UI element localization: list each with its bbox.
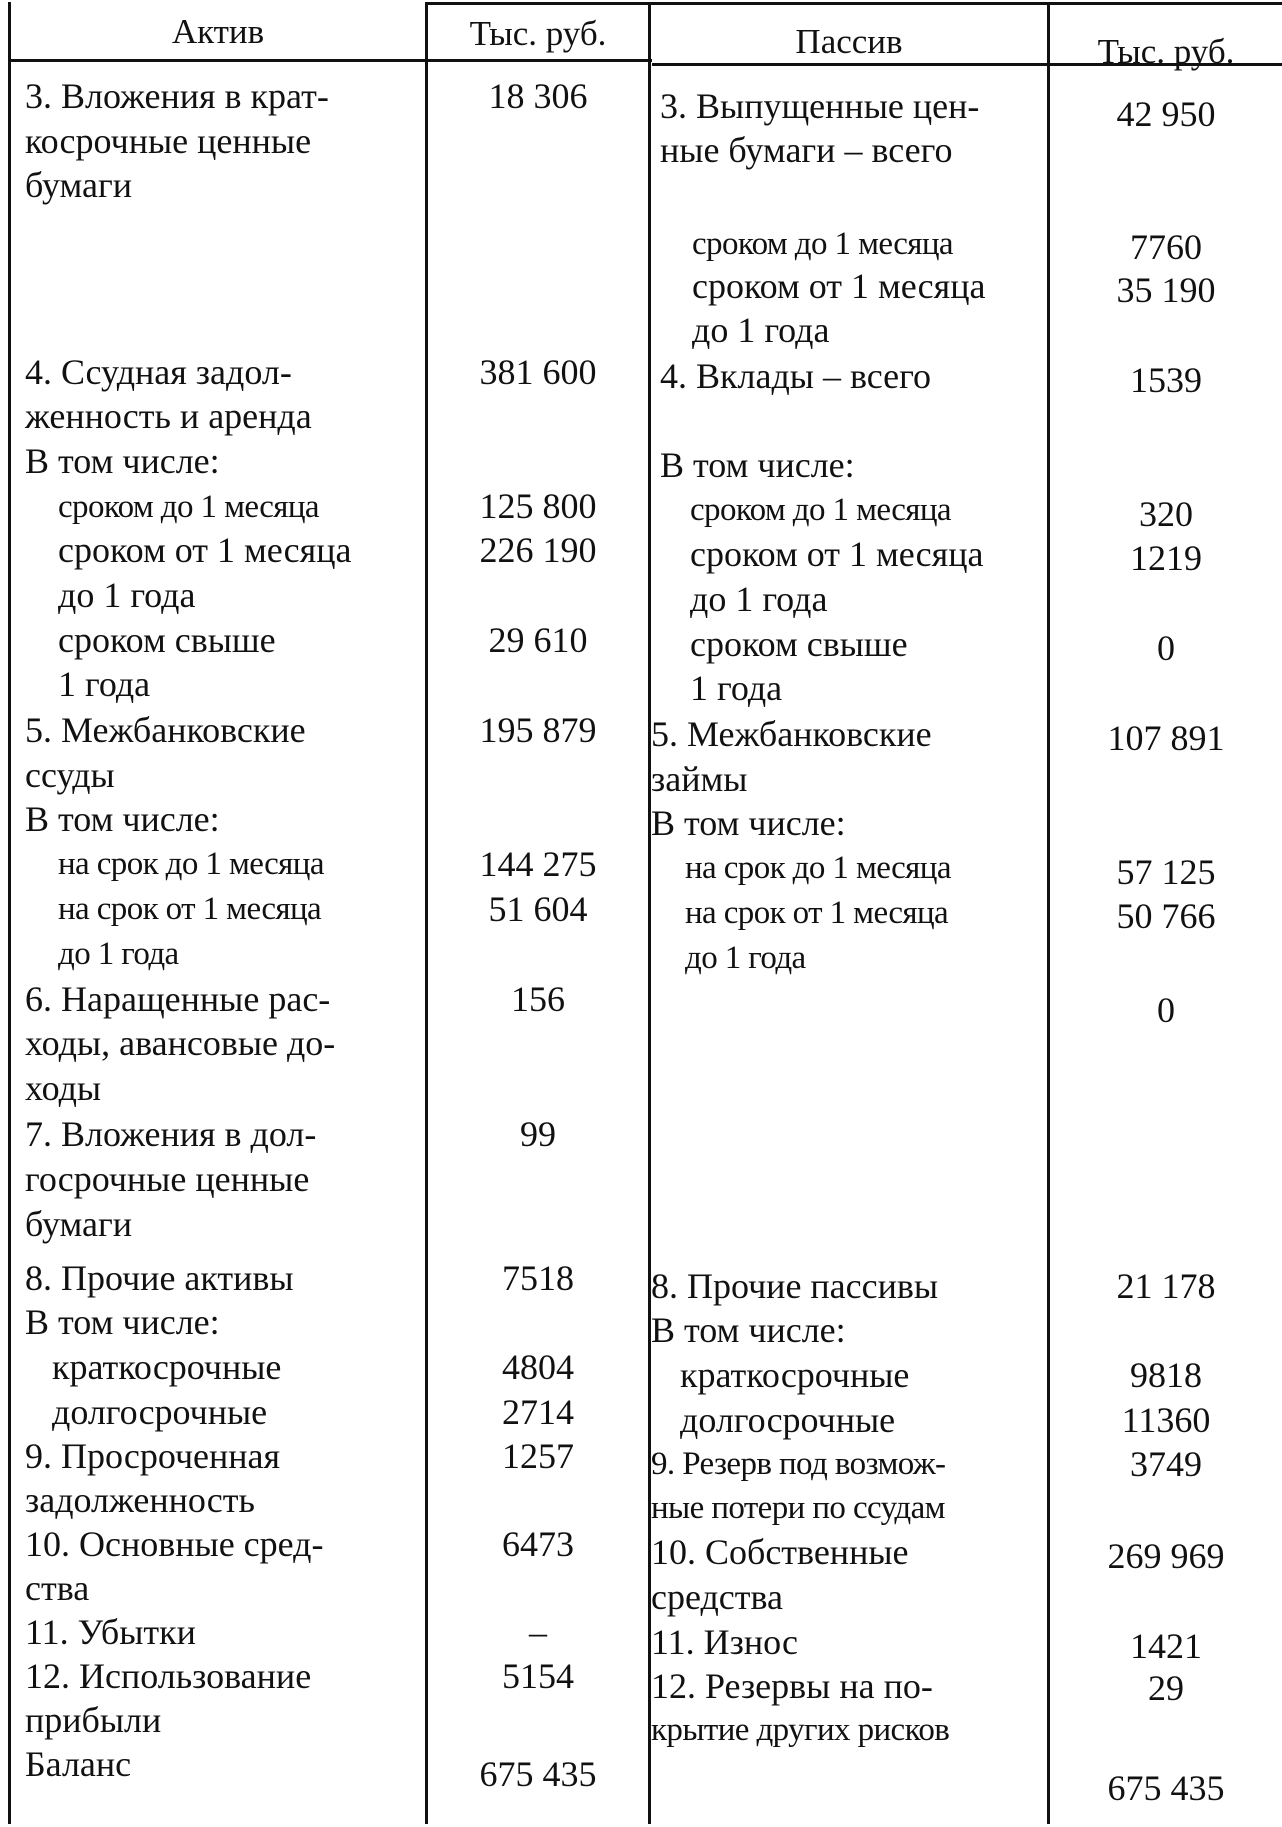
asset-label: краткосрочные xyxy=(52,1347,282,1387)
liability-value: 107 891 xyxy=(1107,718,1225,758)
asset-value: 195 879 xyxy=(479,710,597,750)
liability-label: займы xyxy=(651,759,748,799)
header-assets: Актив xyxy=(171,12,265,51)
liability-value: 0 xyxy=(1157,990,1175,1030)
asset-label: 7. Вложения в дол- xyxy=(25,1114,317,1154)
left-border xyxy=(8,2,11,1824)
asset-label: 8. Прочие активы xyxy=(25,1258,294,1298)
asset-label: сроком свыше xyxy=(58,620,276,660)
asset-value: 2714 xyxy=(502,1392,574,1432)
liability-value: 35 190 xyxy=(1116,270,1216,310)
liability-value: 1539 xyxy=(1130,360,1202,400)
liability-label: В том числе: xyxy=(651,803,846,843)
asset-label: 10. Основные сред- xyxy=(25,1524,324,1564)
asset-label: женность и аренда xyxy=(25,396,312,436)
liability-label: 12. Резервы на по- xyxy=(651,1666,933,1706)
liability-label: 11. Износ xyxy=(651,1622,799,1662)
asset-label: бумаги xyxy=(25,165,133,205)
liability-value: 7760 xyxy=(1130,227,1202,267)
asset-label: 12. Использование xyxy=(25,1656,312,1696)
asset-label: сроком до 1 месяца xyxy=(58,489,319,525)
asset-value: 18 306 xyxy=(488,76,588,116)
header-liabilities-unit: Тыс. руб. xyxy=(1097,32,1235,71)
liability-total-value: 675 435 xyxy=(1107,1768,1225,1808)
header-rule-assets xyxy=(8,59,652,62)
asset-value: 125 800 xyxy=(479,486,597,526)
asset-label: ссуды xyxy=(25,755,115,795)
liability-value: 320 xyxy=(1139,494,1193,534)
asset-label: бумаги xyxy=(25,1204,133,1244)
liability-value: 57 125 xyxy=(1116,852,1216,892)
asset-label: ходы, авансовые до- xyxy=(25,1023,336,1063)
asset-label: В том числе: xyxy=(25,441,220,481)
liability-value: 1421 xyxy=(1130,1626,1202,1666)
liability-value: 9818 xyxy=(1130,1355,1202,1395)
liability-label: В том числе: xyxy=(660,445,855,485)
asset-label: 9. Просроченная xyxy=(25,1436,281,1476)
liability-value: 50 766 xyxy=(1116,896,1216,936)
asset-label: сроком от 1 месяца xyxy=(58,530,352,570)
asset-label: до 1 года xyxy=(58,575,196,615)
asset-value: 1257 xyxy=(502,1436,574,1476)
asset-label: госрочные ценные xyxy=(25,1159,310,1199)
liability-label: ные бумаги – всего xyxy=(660,130,953,170)
asset-label: 5. Межбанковские xyxy=(25,710,306,750)
liability-label: долгосрочные xyxy=(680,1400,896,1440)
top-rule-right xyxy=(652,2,1282,5)
liability-label: 3. Выпущенные цен- xyxy=(660,86,980,126)
liability-label: 4. Вклады – всего xyxy=(660,356,932,396)
asset-value: 381 600 xyxy=(479,352,597,392)
asset-label: задолженность xyxy=(25,1480,255,1520)
asset-label: В том числе: xyxy=(25,1302,220,1342)
liability-label: до 1 года xyxy=(690,579,828,619)
liability-label: 5. Межбанковские xyxy=(651,714,932,754)
liability-label: на срок до 1 месяца xyxy=(685,850,951,886)
liability-value: 3749 xyxy=(1130,1444,1202,1484)
liability-label: до 1 года xyxy=(692,310,830,350)
liability-label: крытие других рисков xyxy=(651,1712,950,1748)
asset-value: 99 xyxy=(520,1114,556,1154)
liability-label: 9. Резерв под возмож- xyxy=(651,1446,946,1482)
asset-value: 156 xyxy=(511,979,565,1019)
liability-value: 0 xyxy=(1157,628,1175,668)
liability-label: на срок от 1 месяца xyxy=(685,895,949,931)
asset-value: 51 604 xyxy=(488,889,588,929)
liability-value: 1219 xyxy=(1130,538,1202,578)
asset-label: 11. Убытки xyxy=(25,1612,196,1652)
liability-label: сроком свыше xyxy=(690,624,908,664)
asset-label: ходы xyxy=(25,1068,102,1108)
asset-label: на срок от 1 месяца xyxy=(58,891,322,927)
asset-value: 226 190 xyxy=(479,530,597,570)
liability-value: 42 950 xyxy=(1116,94,1216,134)
asset-label: 1 года xyxy=(58,664,151,704)
liability-value: 21 178 xyxy=(1116,1266,1216,1306)
asset-value: – xyxy=(529,1612,547,1652)
asset-label: до 1 года xyxy=(58,936,179,972)
asset-value: 144 275 xyxy=(479,844,597,884)
liability-label: 1 года xyxy=(690,668,783,708)
asset-label: 3. Вложения в крат- xyxy=(25,76,329,116)
liability-label: сроком от 1 месяца xyxy=(692,266,986,306)
header-assets-unit: Тыс. руб. xyxy=(469,14,607,53)
liability-label: 8. Прочие пассивы xyxy=(651,1266,939,1306)
liability-value: 11360 xyxy=(1121,1400,1211,1440)
liability-label: сроком до 1 месяца xyxy=(690,492,951,528)
liability-value: 269 969 xyxy=(1107,1536,1225,1576)
asset-label: 6. Наращенные рас- xyxy=(25,979,331,1019)
asset-total-label: Баланс xyxy=(25,1744,132,1784)
asset-label: прибыли xyxy=(25,1700,162,1740)
liability-label: сроком до 1 месяца xyxy=(692,226,953,262)
liability-label: 10. Собственные xyxy=(651,1532,909,1572)
asset-label: ства xyxy=(25,1568,90,1608)
liability-value: 29 xyxy=(1148,1668,1184,1708)
asset-label: долгосрочные xyxy=(52,1392,268,1432)
top-rule xyxy=(425,2,652,5)
header-liabilities: Пассив xyxy=(795,22,903,61)
liability-label: средства xyxy=(651,1577,784,1617)
liability-label: ные потери по ссудам xyxy=(651,1490,945,1526)
asset-value: 29 610 xyxy=(488,620,588,660)
liability-label: до 1 года xyxy=(685,940,806,976)
asset-label: 4. Ссудная задол- xyxy=(25,352,292,392)
asset-label: на срок до 1 месяца xyxy=(58,846,324,882)
asset-value: 5154 xyxy=(502,1656,574,1696)
liability-label: краткосрочные xyxy=(680,1355,910,1395)
asset-value: 6473 xyxy=(502,1524,574,1564)
asset-label: косрочные ценные xyxy=(25,121,312,161)
asset-label: В том числе: xyxy=(25,799,220,839)
asset-value: 7518 xyxy=(502,1258,574,1298)
asset-value: 4804 xyxy=(502,1347,574,1387)
asset-total-value: 675 435 xyxy=(479,1754,597,1794)
liability-label: В том числе: xyxy=(651,1310,846,1350)
liability-label: сроком от 1 месяца xyxy=(690,534,984,574)
